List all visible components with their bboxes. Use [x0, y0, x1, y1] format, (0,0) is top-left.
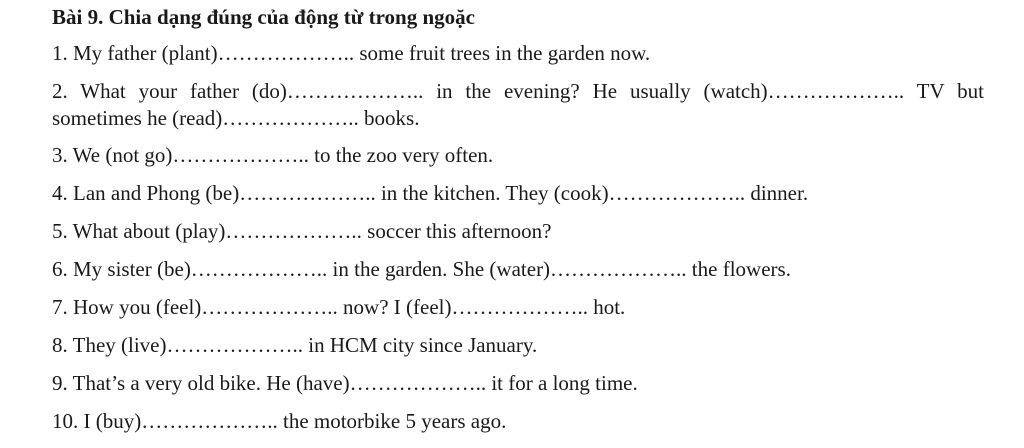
exercise-item-9: 9. That’s a very old bike. He (have)……………….. it for a long time.: [52, 371, 638, 395]
exercise-item-10: 10. I (buy)……………….. the motorbike 5 years ago.: [52, 409, 507, 433]
exercise-title: Bài 9. Chia dạng đúng của động từ trong ngoặc: [52, 5, 475, 29]
exercise-item-7: 7. How you (feel)……………….. now? I (feel)……………….. hot.: [52, 295, 626, 319]
exercise-item-8: 8. They (live)……………….. in HCM city since January.: [52, 333, 538, 357]
exercise-item-6: 6. My sister (be)……………….. in the garden. She (water)……………….. the flowers.: [52, 257, 791, 281]
exercise-item-3: 3. We (not go)……………….. to the zoo very often.: [52, 143, 494, 167]
exercise-item-4: 4. Lan and Phong (be)……………….. in the kitchen. They (cook)……………….. dinner.: [52, 181, 809, 205]
exercise-item-2: 2. What your father (do)……………….. in the evening? He usually (watch)……………….. TV but sometimes he (read)……………….. books.: [52, 79, 984, 130]
exercise-item-1: 1. My father (plant)……………….. some fruit trees in the garden now.: [52, 41, 651, 65]
exercise-item-5: 5. What about (play)……………….. soccer this afternoon?: [52, 219, 552, 243]
